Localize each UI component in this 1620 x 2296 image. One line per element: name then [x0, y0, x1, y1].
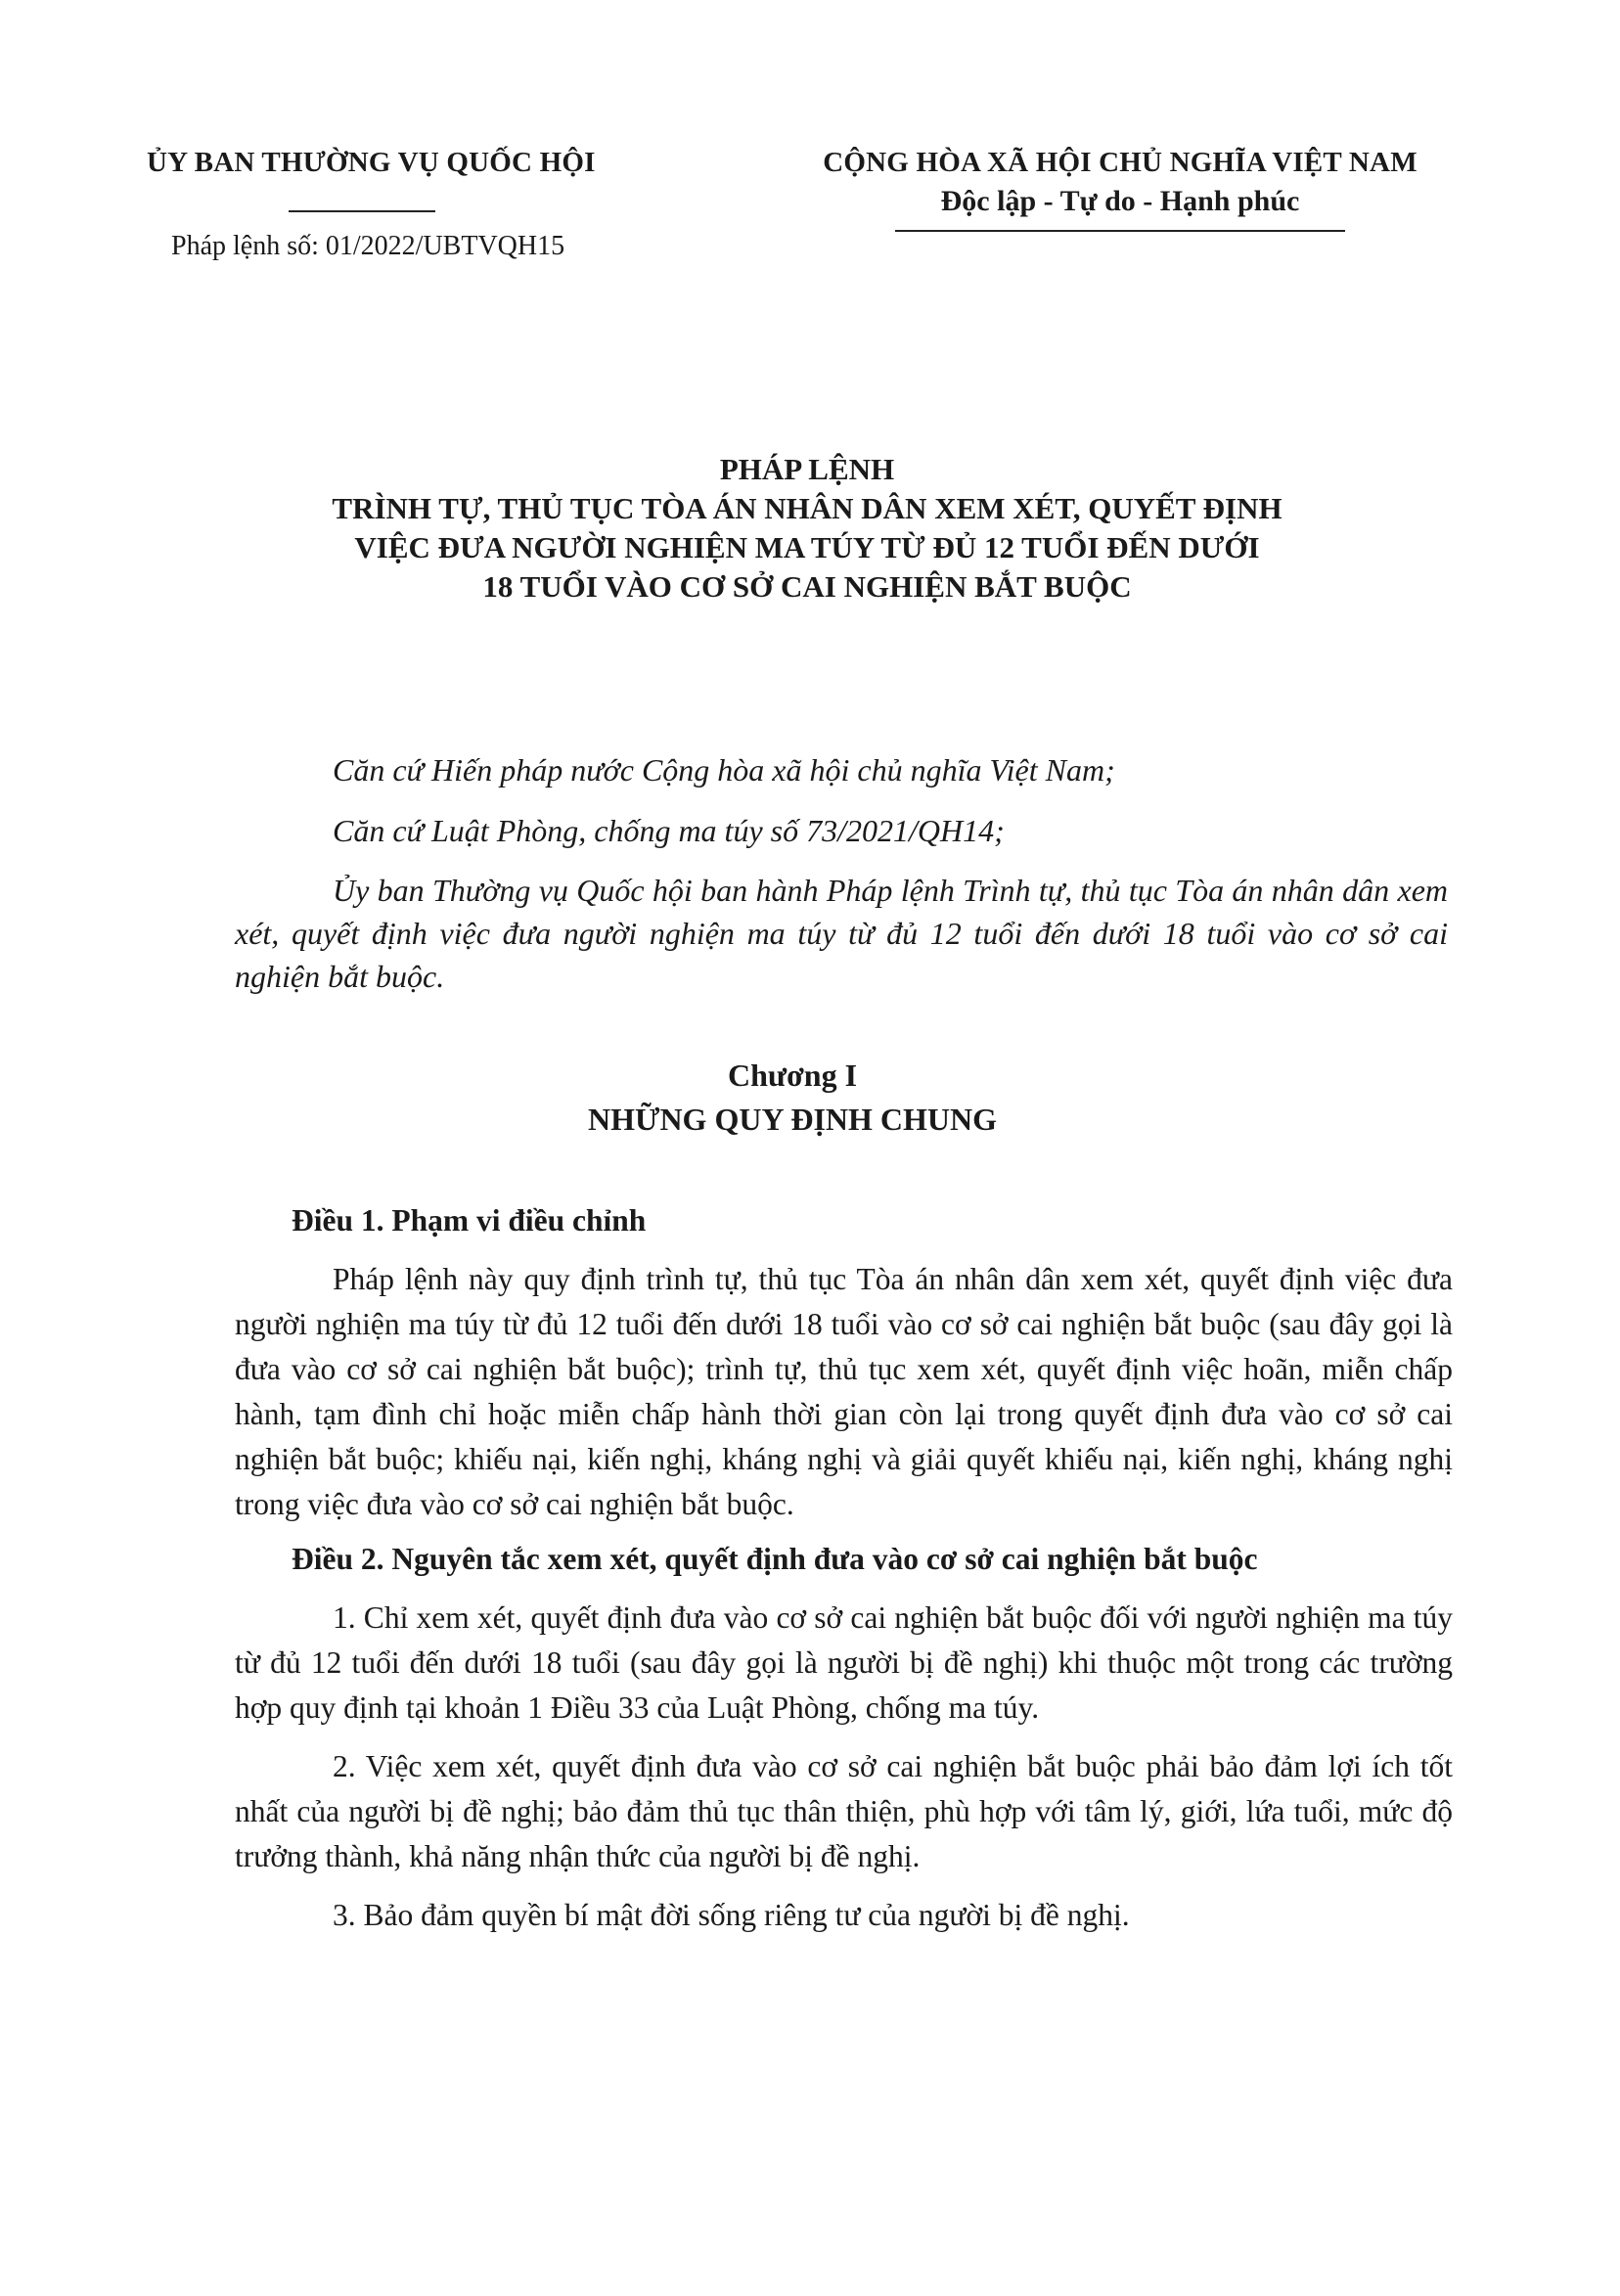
issuing-authority: ỦY BAN THƯỜNG VỤ QUỐC HỘI: [147, 147, 596, 178]
preamble: [235, 748, 1448, 1014]
chapter-name: NHỮNG QUY ĐỊNH CHUNG: [587, 1102, 998, 1137]
document-title-line-1: TRÌNH TỰ, THỦ TỤC TÒA ÁN NHÂN DÂN XEM XÉT, QUYẾT ĐỊNH: [332, 491, 1282, 525]
document-number: Pháp lệnh số: 01/2022/UBTVQH15: [171, 231, 565, 261]
document-title-line-3: 18 TUỔI VÀO CƠ SỞ CAI NGHIỆN BẮT BUỘC: [482, 569, 1132, 604]
article-2-title: Điều 2. Nguyên tắc xem xét, quyết định đưa vào cơ sở cai nghiện bắt buộc: [292, 1542, 1258, 1576]
document-type: PHÁP LỆNH: [719, 452, 895, 486]
national-title: CỘNG HÒA XÃ HỘI CHỦ NGHĨA VIỆT NAM: [823, 147, 1418, 178]
article-2-clause-2: 2. Việc xem xét, quyết định đưa vào cơ sở cai nghiện bắt buộc phải bảo đảm lợi ích tốt nhất của người bị đề nghị; bảo đảm thủ tục thân thiện, phù hợp với tâm lý, giới, lứa tuổi, mức độ trưởng thành, khả năng nhận thức của người bị đề nghị.: [235, 1749, 1453, 1873]
issuing-authority-block: [147, 147, 596, 212]
chapter-heading: [293, 1054, 1291, 1142]
article-2-clause-3: 3. Bảo đảm quyền bí mật đời sống riêng tư của người bị đề nghị.: [333, 1898, 1130, 1932]
national-title-block: [763, 147, 1477, 232]
article-1-text: Pháp lệnh này quy định trình tự, thủ tục Tòa án nhân dân xem xét, quyết định việc đưa người nghiện ma túy từ đủ 12 tuổi đến dưới 18 tuổi vào cơ sở cai nghiện bắt buộc (sau đây gọi là đưa vào cơ sở cai nghiện bắt buộc); trình tự, thủ tục xem xét, quyết định việc hoãn, miễn chấp hành, tạm đình chỉ hoặc miễn chấp hành thời gian còn lại trong quyết định đưa vào cơ sở cai nghiện bắt buộc; khiếu nại, kiến nghị, kháng nghị và giải quyết khiếu nại, kiến nghị, kháng nghị trong việc đưa vào cơ sở cai nghiện bắt buộc.: [235, 1262, 1453, 1521]
motto-underline: [895, 230, 1345, 232]
article-2-clause-1: 1. Chỉ xem xét, quyết định đưa vào cơ sở cai nghiện bắt buộc đối với người nghiện ma túy từ đủ 12 tuổi đến dưới 18 tuổi (sau đây gọi là người bị đề nghị) khi thuộc một trong các trường hợp quy định tại khoản 1 Điều 33 của Luật Phòng, chống ma túy.: [235, 1600, 1453, 1725]
issuance-statement: Ủy ban Thường vụ Quốc hội ban hành Pháp lệnh Trình tự, thủ tục Tòa án nhân dân xem xét, quyết định việc đưa người nghiện ma túy từ đủ 12 tuổi đến dưới 18 tuổi vào cơ sở cai nghiện bắt buộc.: [235, 873, 1448, 994]
document-title-block: [157, 450, 1458, 607]
chapter-number: Chương I: [727, 1058, 858, 1093]
document-title-line-2: VIỆC ĐƯA NGƯỜI NGHIỆN MA TÚY TỪ ĐỦ 12 TUỔI ĐẾN DƯỚI: [354, 530, 1260, 564]
legal-basis-constitution: Căn cứ Hiến pháp nước Cộng hòa xã hội chủ nghĩa Việt Nam;: [333, 752, 1115, 788]
national-motto: Độc lập - Tự do - Hạnh phúc: [940, 185, 1300, 217]
authority-underline: [289, 210, 435, 212]
article-1-title: Điều 1. Phạm vi điều chỉnh: [292, 1203, 647, 1238]
document-body: [235, 1198, 1453, 1952]
legal-basis-law: Căn cứ Luật Phòng, chống ma túy số 73/2021/QH14;: [333, 813, 1005, 848]
